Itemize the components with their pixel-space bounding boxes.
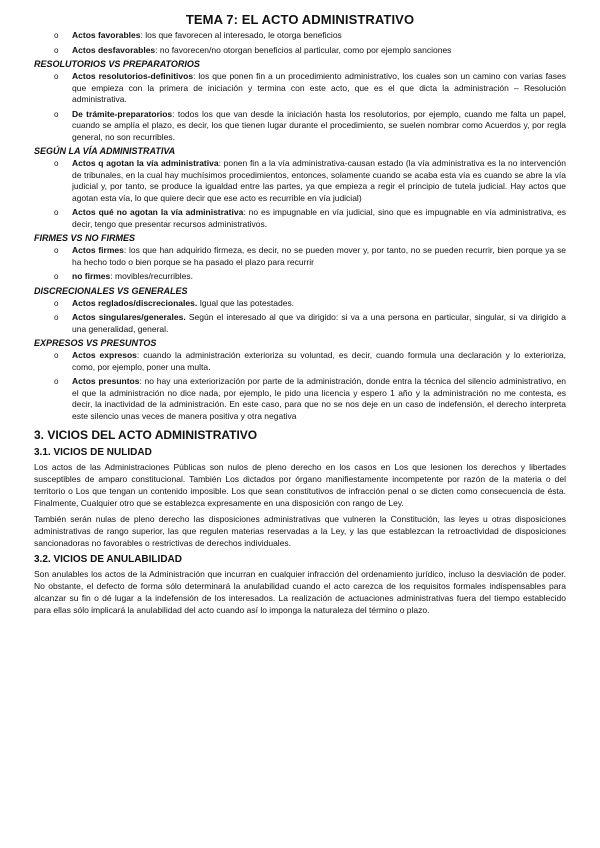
item-text: Según el interesado al que va dirigido: si va a una persona en particular, singular, si va dirigido a una generalidad, general. bbox=[72, 312, 566, 334]
bullet-icon: o bbox=[54, 313, 59, 322]
list-item bbox=[34, 109, 566, 144]
item-text: Igual que las potestades. bbox=[197, 297, 295, 308]
list-item bbox=[34, 158, 566, 204]
section-list bbox=[34, 245, 566, 283]
item-text: : los que favorecen al interesado, le otorga beneficios bbox=[140, 30, 342, 40]
item-text: : cuando la administración exterioriza su voluntad, es decir, cuando formula una declaración y lo exterioriza, como, por ejemplo, poner una multa. bbox=[72, 350, 566, 372]
section-list bbox=[34, 71, 566, 143]
section-heading: DISCRECIONALES VS GENERALES bbox=[34, 285, 188, 296]
item-term: Actos singulares/generales. bbox=[72, 312, 186, 322]
item-text: : movibles/recurribles. bbox=[110, 271, 193, 281]
list-item bbox=[34, 45, 566, 57]
list-item bbox=[34, 298, 566, 310]
item-term: Actos reglados/discrecionales. bbox=[72, 297, 198, 308]
bullet-icon: o bbox=[54, 351, 59, 360]
item-text: : no favorecen/no otorgan beneficios al particular, como por ejemplo sanciones bbox=[155, 44, 452, 55]
item-term: Actos favorables bbox=[72, 30, 141, 40]
item-text: : los que ponen fin a un procedimiento administrativo, los cuales son un camino con varias fases que empieza con la primera de iniciación y termina con este acto, que es el que dicta la administración – Resolución administrativa. bbox=[72, 71, 566, 104]
section-list bbox=[34, 298, 566, 336]
intro-list bbox=[34, 30, 566, 56]
section-heading: SEGÚN LA VÍA ADMINISTRATIVA bbox=[34, 146, 176, 156]
section-3-heading: 3. VICIOS DEL ACTO ADMINISTRATIVO bbox=[34, 428, 258, 442]
item-term: Actos q agotan la vía administrativa bbox=[72, 158, 219, 168]
bullet-icon: o bbox=[54, 272, 59, 281]
subsection-heading-nulidad: 3.1. VICIOS DE NULIDAD bbox=[34, 447, 152, 458]
list-item bbox=[34, 71, 566, 106]
item-text: : ponen fin a la vía administrativa-causan estado (la vía administrativa es la no intervención de tribunales, en la cual hay muchísimos procedimientos, entonces, solamente cuando se acaba esta vía es cuando se abre la vía judicial y, por tanto, se produce la igualdad entre las partes, ya que empieza a regir el principio de tutela judicial. Hay actos que agotan esta vía, lo que quiere decir que ese acto es recurrible en vía judicial) bbox=[72, 158, 566, 203]
subsection-heading-anulabilidad: 3.2. VICIOS DE ANULABILIDAD bbox=[34, 554, 182, 565]
item-text: : no hay una exteriorización por parte de la administración, donde entra la técnica del silencio administrativo, en el que la administración no dice nada, por ejemplo, le pido una licencia y espero 1 año y la administración no me contesta, es decir, la inactividad de la administración. En este caso, para que no se nos deje en un caso de indefensión, el derecho interpreta este silencio unas veces de manera positiva y otra negativa bbox=[72, 376, 566, 421]
section-heading: FIRMES VS NO FIRMES bbox=[34, 233, 136, 243]
paragraph: Son anulables los actos de la Administración que incurran en cualquier infracción del ordenamiento jurídico, incluso la desviación de poder. No obstante, el defecto de forma sólo determinará la anulabilidad cuando el acto carezca de los requisitos formales indispensables para alcanzar su fin o dé lugar a la indefensión de los interesados. La realización de actuaciones administrativas fuera del tiempo establecido para ellas sólo implicará la anulabilidad del acto cuando así lo imponga la naturaleza del término o plazo. bbox=[34, 569, 566, 615]
bullet-icon: o bbox=[54, 208, 59, 217]
list-item bbox=[34, 207, 566, 230]
item-text: : los que han adquirido firmeza, es decir, no se pueden mover y, por tanto, no se pueden recurrir, bien porque ya se ha hecho todo o bien porque se ha pasado el plazo para recurrir bbox=[72, 245, 566, 267]
list-item bbox=[34, 350, 566, 373]
bullet-icon: o bbox=[54, 109, 59, 119]
item-text: : no es impugnable en vía judicial, sino que es impugnable en vía administrativa, es decir, tengo que presentar recursos administrativos. bbox=[72, 207, 566, 229]
bullet-icon: o bbox=[54, 72, 59, 81]
bullet-icon: o bbox=[54, 377, 59, 386]
section-list bbox=[34, 350, 566, 422]
item-term: no firmes bbox=[72, 271, 111, 281]
bullet-icon: o bbox=[54, 31, 59, 40]
bullet-icon: o bbox=[54, 45, 59, 55]
item-term: Actos firmes bbox=[72, 245, 124, 255]
item-term: Actos expresos bbox=[72, 350, 137, 360]
item-term: De trámite-preparatorios bbox=[72, 108, 173, 119]
bullet-icon: o bbox=[54, 246, 59, 255]
bullet-icon: o bbox=[54, 159, 59, 168]
list-item bbox=[34, 30, 566, 42]
paragraph: Los actos de las Administraciones Públicas son nulos de pleno derecho en los casos en Los que lesionen los derechos y libertades susceptibles de amparo constitucional. También Los dictados por órgano manifiestamente incompetente por razón de la materia o del territorio o Los que tengan un contenido imposible. Los que sean constitutivos de infracción penal o se dicten como consecuencia de ésta. Finalmente, Cualquier otro que se establezca expresamente en una disposición con rango de Ley. bbox=[34, 462, 566, 508]
item-term: Actos resolutorios-definitivos bbox=[72, 71, 194, 81]
item-term: Actos presuntos bbox=[72, 376, 140, 386]
section-heading: RESOLUTORIOS VS PREPARATORIOS bbox=[34, 59, 200, 69]
bullet-icon: o bbox=[54, 298, 59, 308]
item-term: Actos desfavorables bbox=[72, 44, 156, 55]
list-item bbox=[34, 312, 566, 335]
page-title: TEMA 7: EL ACTO ADMINISTRATIVO bbox=[185, 12, 415, 27]
paragraph: También serán nulas de pleno derecho las disposiciones administrativas que vulneren la Constitución, las leyes u otras disposiciones administrativas de rango superior, las que regulen materias reservadas a la Ley, y las que establezcan la retroactividad de disposiciones sancionadoras no favorables o restrictivas de derechos individuales. bbox=[34, 514, 566, 548]
list-item bbox=[34, 245, 566, 268]
list-item bbox=[34, 376, 566, 422]
list-item bbox=[34, 271, 566, 283]
section-list bbox=[34, 158, 566, 230]
section-heading: EXPRESOS VS PRESUNTOS bbox=[34, 338, 157, 348]
item-term: Actos qué no agotan la vía administrativa bbox=[72, 207, 244, 217]
item-text: : todos los que van desde la iniciación hasta los resolutorios, por ejemplo, cuando me falta un papel, cuando se amplía el plazo, es decir, los que tienen lugar durante el procedimiento, se suelen nombrar como Acuerdos y, por regla general, no son recurribles. bbox=[72, 108, 566, 142]
